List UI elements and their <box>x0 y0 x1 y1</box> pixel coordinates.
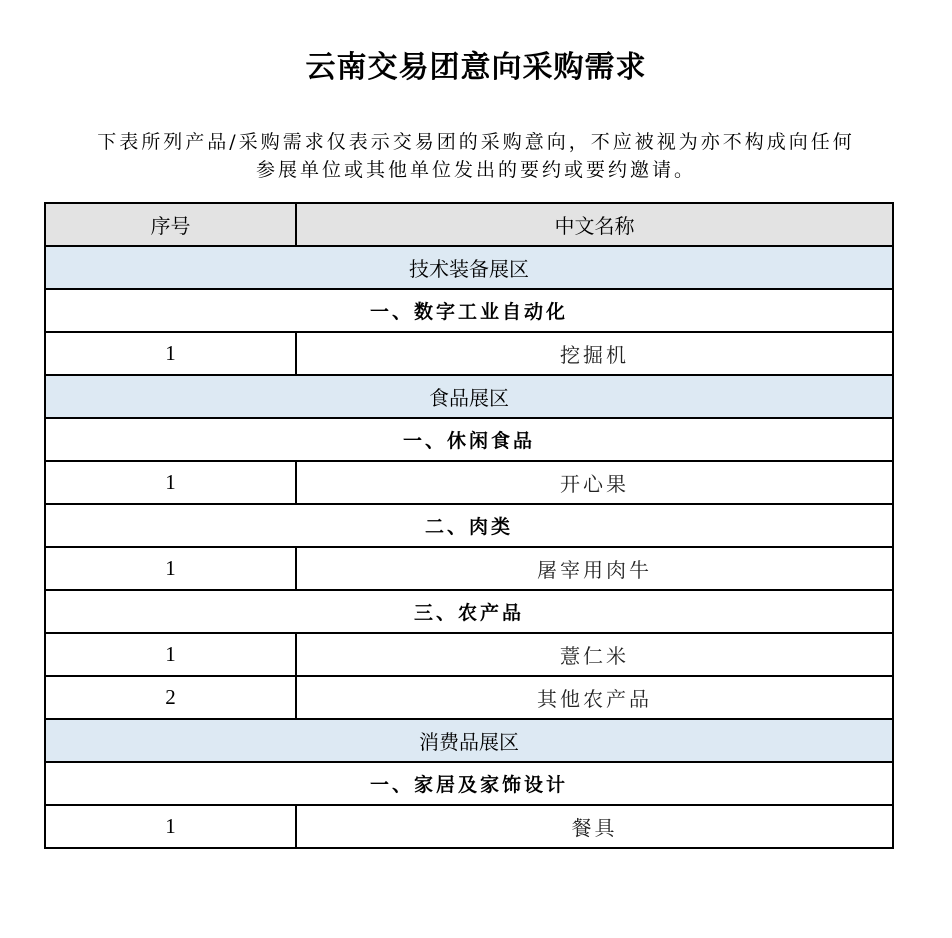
item-number: 1 <box>45 461 296 504</box>
category-row <box>45 762 893 805</box>
page-title: 云南交易团意向采购需求 <box>305 50 647 85</box>
column-header-number: 序号 <box>45 203 296 246</box>
disclaimer-line-2: 参展单位或其他单位发出的要约或要约邀请。 <box>255 159 696 181</box>
table-header-row <box>45 203 893 246</box>
category-title: 一、休闲食品 <box>45 418 893 461</box>
zone-title: 消费品展区 <box>45 719 893 762</box>
item-number: 1 <box>45 332 296 375</box>
category-row <box>45 418 893 461</box>
item-number: 2 <box>45 676 296 719</box>
item-name: 屠宰用肉牛 <box>296 547 893 590</box>
table-row <box>45 461 893 504</box>
disclaimer-text <box>46 128 906 184</box>
item-number: 1 <box>45 633 296 676</box>
table-row <box>45 633 893 676</box>
category-title: 二、肉类 <box>45 504 893 547</box>
category-title: 一、数字工业自动化 <box>45 289 893 332</box>
item-name: 开心果 <box>296 461 893 504</box>
item-number: 1 <box>45 805 296 848</box>
item-name: 餐具 <box>296 805 893 848</box>
column-header-name: 中文名称 <box>296 203 893 246</box>
item-name: 薏仁米 <box>296 633 893 676</box>
category-title: 三、农产品 <box>45 590 893 633</box>
table-row <box>45 332 893 375</box>
zone-row <box>45 719 893 762</box>
procurement-table <box>44 202 894 849</box>
disclaimer-line-1: 下表所列产品/采购需求仅表示交易团的采购意向，不应被视为亦不构成向任何 <box>97 131 855 153</box>
table-row <box>45 547 893 590</box>
zone-row <box>45 246 893 289</box>
category-title: 一、家居及家饰设计 <box>45 762 893 805</box>
category-row <box>45 590 893 633</box>
item-name: 其他农产品 <box>296 676 893 719</box>
category-row <box>45 289 893 332</box>
zone-row <box>45 375 893 418</box>
zone-title: 技术装备展区 <box>45 246 893 289</box>
table-row <box>45 676 893 719</box>
category-row <box>45 504 893 547</box>
item-number: 1 <box>45 547 296 590</box>
table-row <box>45 805 893 848</box>
item-name: 挖掘机 <box>296 332 893 375</box>
zone-title: 食品展区 <box>45 375 893 418</box>
